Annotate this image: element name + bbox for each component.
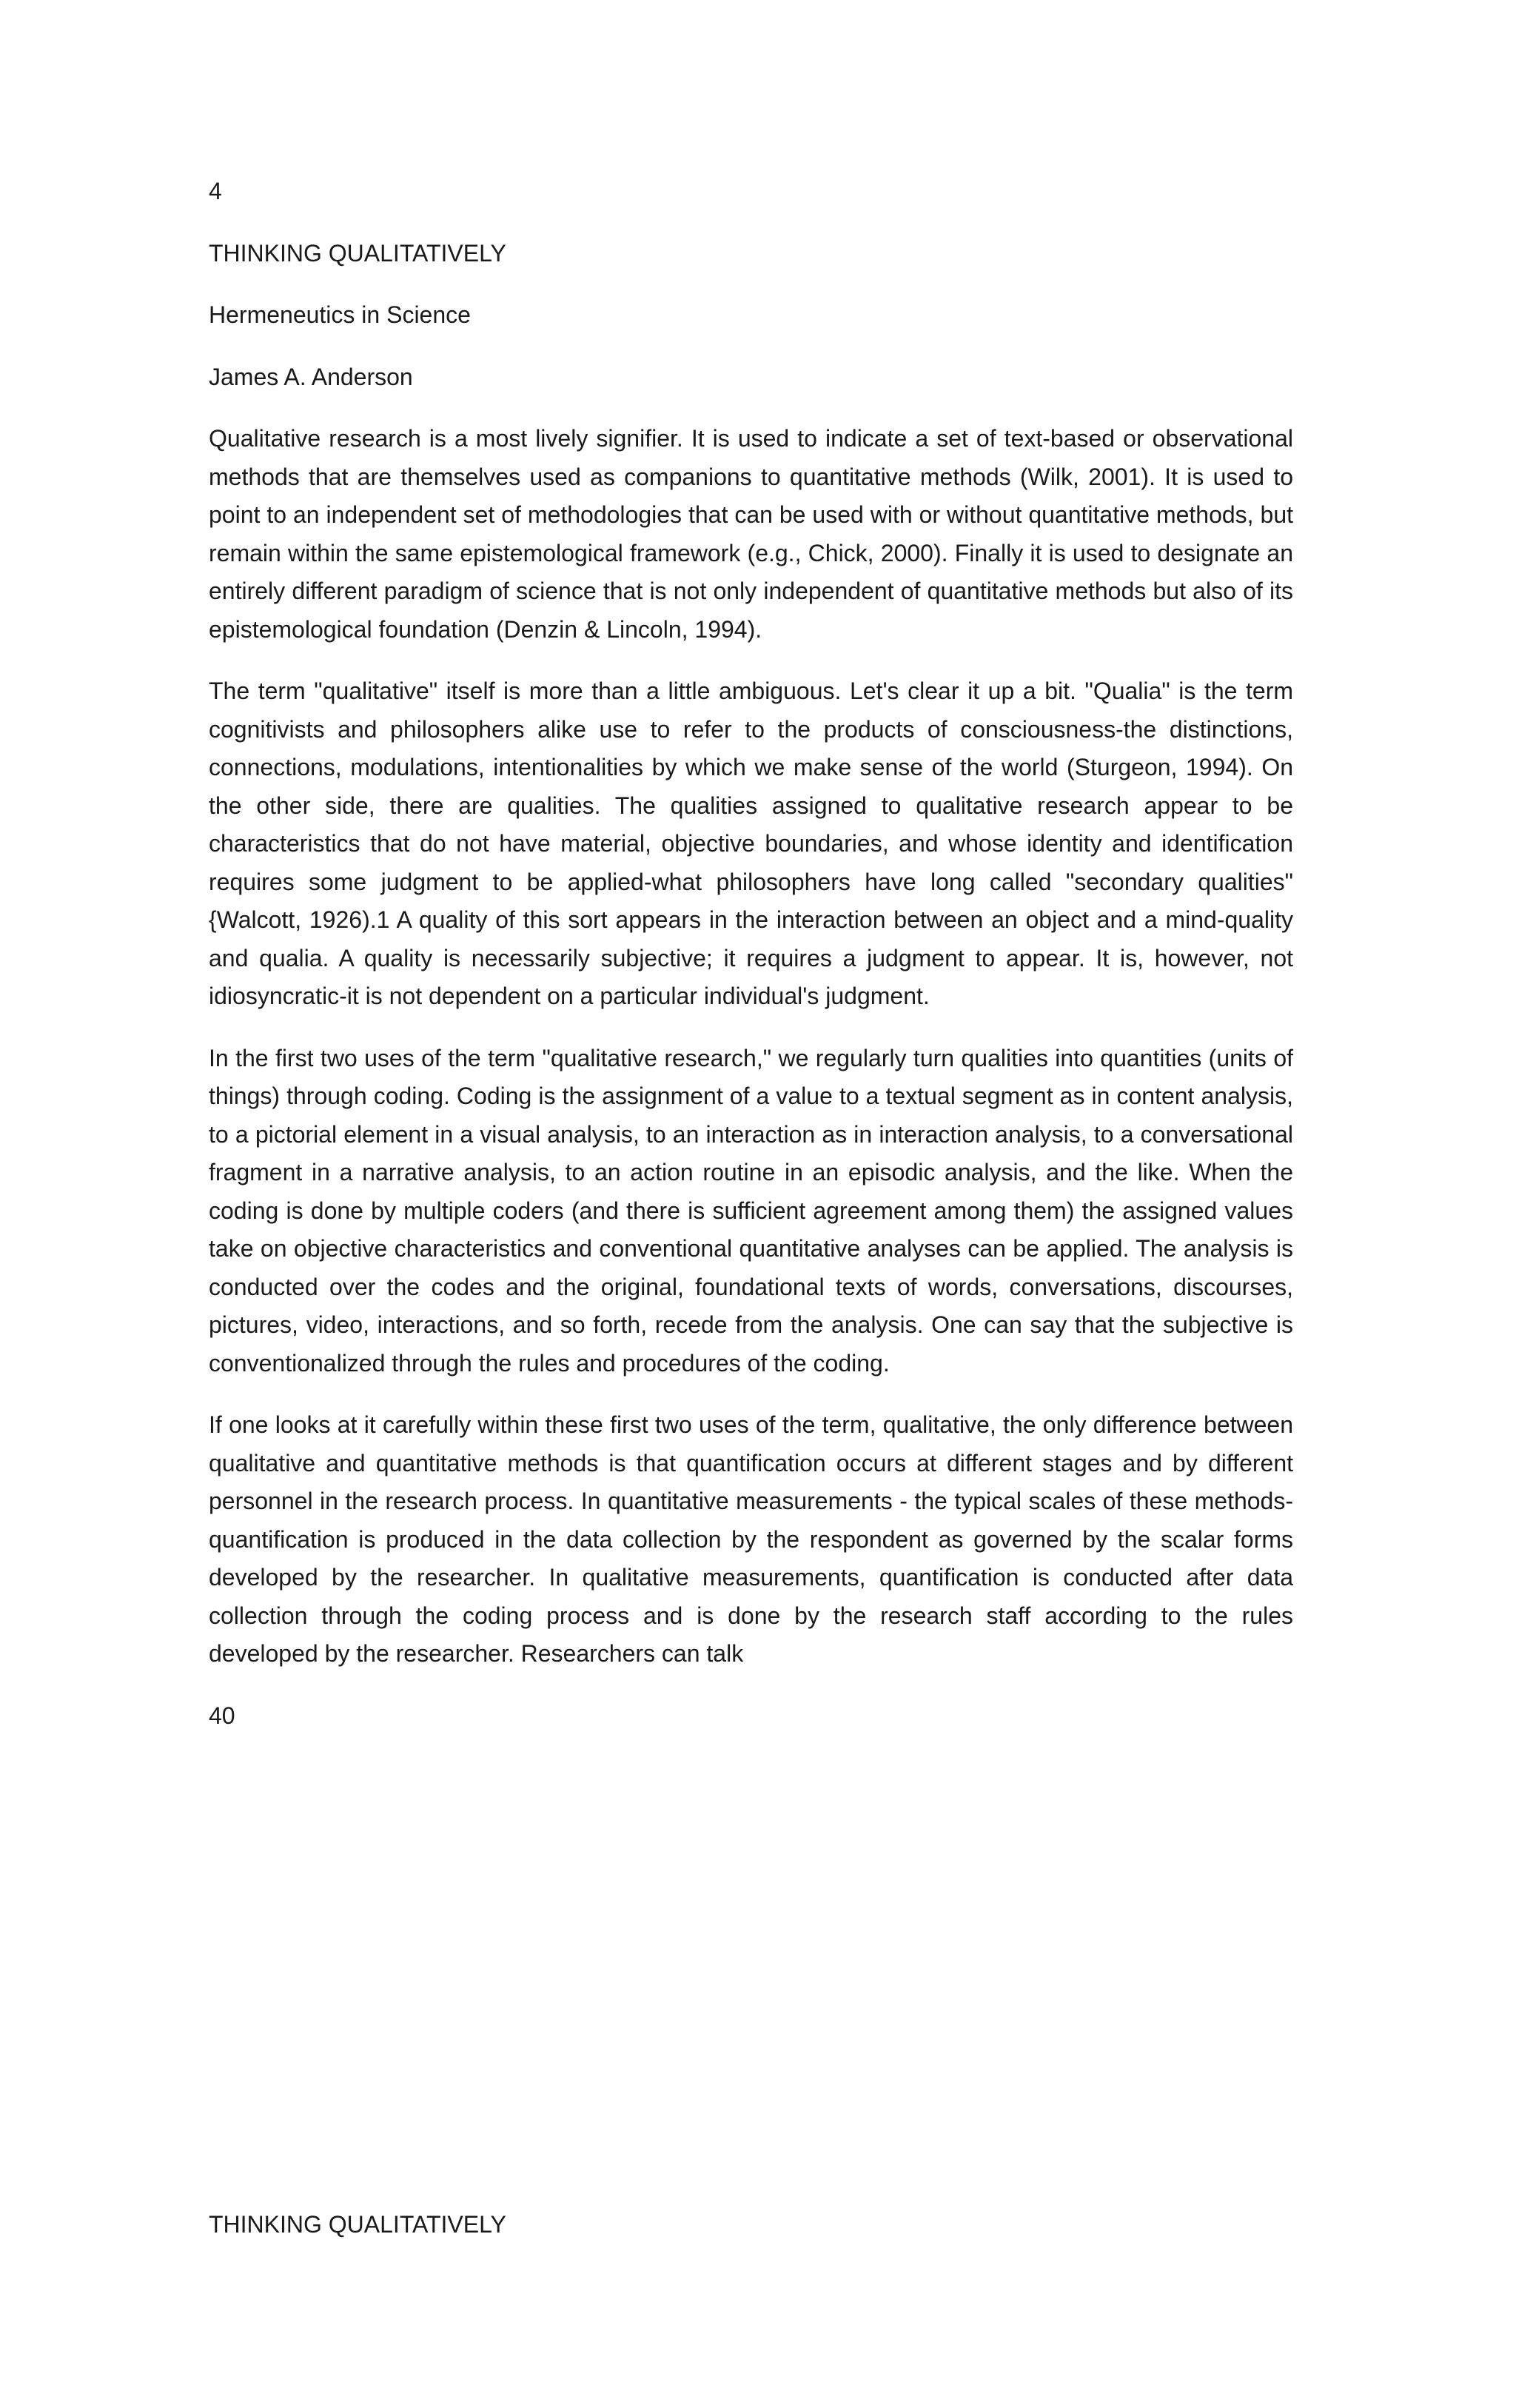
author-name: James A. Anderson [209,363,413,390]
page-number-bottom: 40 [209,1702,235,1729]
body-paragraph: Qualitative research is a most lively signifier. It is used to indicate a set of text-based or observational methods that are themselves used as companions to quantitative methods (Wilk, 2001). It is used to point to an independent set of methodologies that can be used with or without quantitative methods, but remain within the same epistemological framework (e.g., Chick, 2000). Finally it is used to designate an entirely different paradigm of science that is not only independent of quantitative methods but also of its epistemological foundation (Denzin & Lincoln, 1994). [209,425,1293,643]
body-paragraph: In the first two uses of the term "qualitative research," we regularly turn qualities into quantities (units of things) through coding. Coding is the assignment of a value to a textual segment as in content analysis, to a pictorial element in a visual analysis, to an interaction as in interaction analysis, to a conversational fragment in a narrative analysis, to an action routine in an episodic analysis, and the like. When the coding is done by multiple coders (and there is sufficient agreement among them) the assigned values take on objective characteristics and conventional quantitative analyses can be applied. The analysis is conducted over the codes and the original, foundational texts of words, conversations, discourses, pictures, video, interactions, and so forth, recede from the analysis. One can say that the subjective is conventionalized through the rules and procedures of the coding. [209,1044,1293,1377]
text-column [209,173,1293,1735]
footer-running-title: THINKING QUALITATIVELY [209,2211,506,2238]
chapter-title: Hermeneutics in Science [209,301,471,328]
body-paragraph: If one looks at it carefully within these first two uses of the term, qualitative, the only difference between qualitative and quantitative methods is that quantification occurs at different stages and by different personnel in the research process. In quantitative measurements - the typical scales of these methods-quantification is produced in the data collection by the respondent as governed by the scalar forms developed by the researcher. In qualitative measurements, quantification is conducted after data collection through the coding process and is done by the research staff according to the rules developed by the researcher. Researchers can talk [209,1411,1293,1667]
running-title: THINKING QUALITATIVELY [209,239,506,267]
page-number-top: 4 [209,178,222,204]
body-paragraph: The term "qualitative" itself is more than a little ambiguous. Let's clear it up a bit. "Qualia" is the term cognitivists and philosophers alike use to refer to the products of consciousness-the distinctions, connections, modulations, intentionalities by which we make sense of the world (Sturgeon, 1994). On the other side, there are qualities. The qualities assigned to qualitative research appear to be characteristics that do not have material, objective boundaries, and whose identity and identification requires some judgment to be applied-what philosophers have long called "secondary qualities" {Walcott, 1926).1 A quality of this sort appears in the interaction between an object and a mind-quality and qualia. A quality is necessarily subjective; it requires a judgment to appear. It is, however, not idiosyncratic-it is not dependent on a particular individual's judgment. [209,678,1293,1009]
